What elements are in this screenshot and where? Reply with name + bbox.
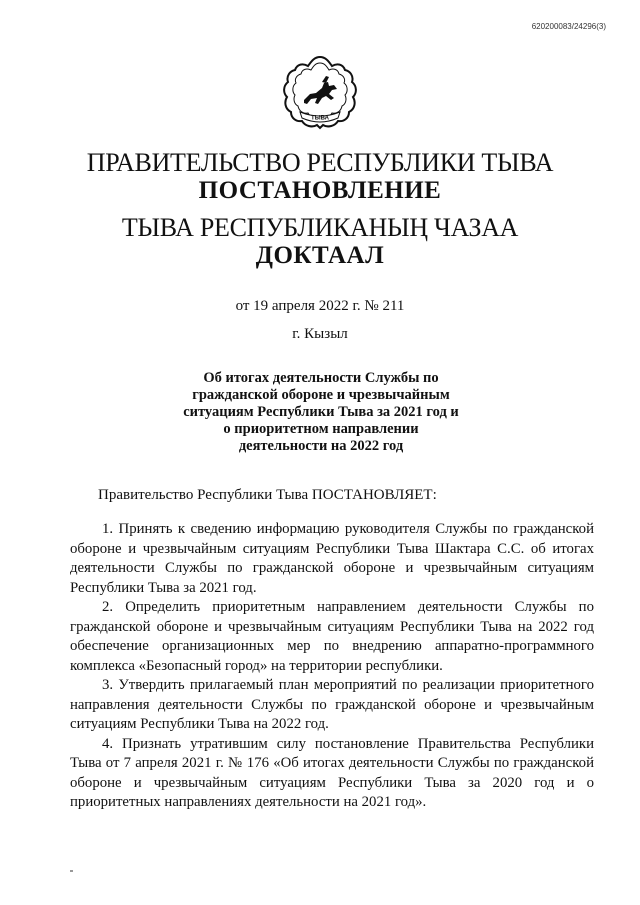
paragraph-4: 4. Признать утратившим силу постановление Правительства Республики Тыва от 7 апреля 2021 г. № 176 «Об итогах деятельности Службы по гражданской обороне и чрезвычайным ситуациям Республики Тыва за 2020 год и о приоритетных направлениях деятельности на 2021 год». xyxy=(70,735,594,810)
subject-line: Об итогах деятельности Службы по xyxy=(203,370,439,386)
subject-line: о приоритетном направлении xyxy=(223,421,419,437)
paragraph-3: 3. Утвердить прилагаемый план мероприятий по реализации приоритетного направления деятельности Службы по гражданской обороне и чрезвычайным ситуациям Республики Тыва на 2022 год. xyxy=(70,677,594,732)
government-title: ПРАВИТЕЛЬСТВО РЕСПУБЛИКИ ТЫВА xyxy=(86,148,554,177)
subject-line: гражданской обороне и чрезвычайным xyxy=(192,387,450,403)
subject-line: деятельности на 2022 год xyxy=(238,438,404,454)
document-type: ПОСТАНОВЛЕНИЕ xyxy=(198,177,442,204)
document-date: от 19 апреля 2022 г. № 211 xyxy=(235,298,405,314)
resolution-preamble: Правительство Республики Тыва ПОСТАНОВЛЯЕТ: xyxy=(98,487,437,503)
subject-line: ситуациям Республики Тыва за 2021 год и xyxy=(183,404,459,420)
document-city: г. Кызыл xyxy=(292,326,348,342)
document-subject xyxy=(175,370,467,455)
paragraph-2: 2. Определить приоритетным направлением деятельности Службы по гражданской обороне и чрезвычайным ситуациям Республики Тыва на 2022 год обеспечение организационных мер по внедрению аппаратно-программного комплекса «Безопасный город» на территории республики. xyxy=(70,599,594,674)
svg-text:ТЫВА: ТЫВА xyxy=(311,115,329,122)
government-title-tyvan: ТЫВА РЕСПУБЛИКАНЫҢ ЧАЗАА xyxy=(121,213,519,242)
paragraph-1: 1. Принять к сведению информацию руководителя Службы по гражданской обороне и чрезвычайным ситуациям Республики Тыва Шактара С.С. об итогах деятельности Службы по гражданской обороне и чрезвычайным ситуациям Республики Тыва за 2021 год. xyxy=(70,521,594,596)
document-body xyxy=(70,520,594,813)
document-id: 620200083/24296(3) xyxy=(531,22,606,31)
document-type-tyvan: ДОКТААЛ xyxy=(255,242,385,269)
scan-mark xyxy=(70,870,73,872)
tyva-coat-of-arms-icon xyxy=(282,54,358,138)
